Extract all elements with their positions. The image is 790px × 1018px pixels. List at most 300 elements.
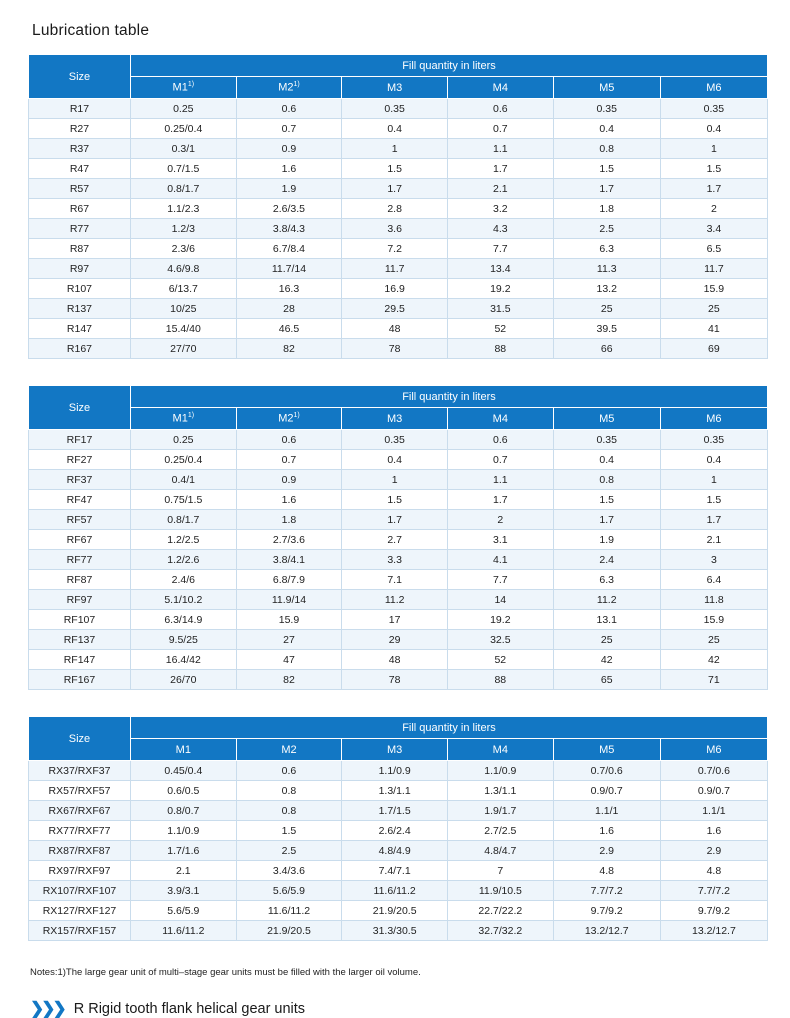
cell-m2: 0.9 xyxy=(236,470,342,490)
cell-m3: 78 xyxy=(342,670,448,690)
cell-m4: 0.6 xyxy=(447,430,553,450)
cell-m3: 4.8/4.9 xyxy=(342,841,448,861)
cell-m3: 0.4 xyxy=(342,119,448,139)
cell-m5: 0.4 xyxy=(553,450,660,470)
cell-m2: 0.7 xyxy=(236,119,342,139)
cell-m2: 15.9 xyxy=(236,610,342,630)
cell-m6: 1 xyxy=(660,470,767,490)
cell-m4: 1.3/1.1 xyxy=(447,781,553,801)
cell-size: R167 xyxy=(29,339,131,359)
cell-m4: 4.1 xyxy=(447,550,553,570)
cell-m6: 3.4 xyxy=(660,219,767,239)
cell-m1: 5.1/10.2 xyxy=(130,590,236,610)
table-row xyxy=(29,119,768,139)
cell-m2: 82 xyxy=(236,339,342,359)
cell-m4: 1.9/1.7 xyxy=(447,801,553,821)
cell-m5: 1.5 xyxy=(553,159,660,179)
page-title: Lubrication table xyxy=(32,22,150,39)
cell-m4: 0.7 xyxy=(447,119,553,139)
table-row xyxy=(29,650,768,670)
cell-m2: 0.8 xyxy=(236,781,342,801)
cell-size: R107 xyxy=(29,279,131,299)
cell-m1: 6.3/14.9 xyxy=(130,610,236,630)
cell-size: RX57/RXF57 xyxy=(29,781,131,801)
cell-size: RX37/RXF37 xyxy=(29,761,131,781)
cell-m2: 11.9/14 xyxy=(236,590,342,610)
cell-m1: 5.6/5.9 xyxy=(130,901,236,921)
cell-m6: 25 xyxy=(660,299,767,319)
table-row xyxy=(29,450,768,470)
cell-size: R147 xyxy=(29,319,131,339)
cell-m6: 15.9 xyxy=(660,610,767,630)
cell-m3: 2.8 xyxy=(342,199,448,219)
column-header-m1: M1$^{1)}$ xyxy=(130,408,236,430)
cell-m5: 0.8 xyxy=(553,470,660,490)
cell-m5: 6.3 xyxy=(553,239,660,259)
cell-m2: 28 xyxy=(236,299,342,319)
cell-m3: 1.7 xyxy=(342,510,448,530)
cell-m1: 0.45/0.4 xyxy=(130,761,236,781)
cell-m5: 1.5 xyxy=(553,490,660,510)
cell-size: R57 xyxy=(29,179,131,199)
cell-m1: 2.1 xyxy=(130,861,236,881)
cell-m2: 46.5 xyxy=(236,319,342,339)
cell-m4: 11.9/10.5 xyxy=(447,881,553,901)
cell-m5: 0.35 xyxy=(553,99,660,119)
cell-m2: 11.6/11.2 xyxy=(236,901,342,921)
column-header-m5: M5 xyxy=(553,77,660,99)
table-row xyxy=(29,821,768,841)
cell-m4: 52 xyxy=(447,650,553,670)
cell-m5: 7.7/7.2 xyxy=(553,881,660,901)
column-header-size: Size xyxy=(29,386,131,430)
cell-m4: 22.7/22.2 xyxy=(447,901,553,921)
cell-m6: 1.6 xyxy=(660,821,767,841)
cell-size: RF37 xyxy=(29,470,131,490)
cell-m5: 1.7 xyxy=(553,510,660,530)
cell-m3: 1.1/0.9 xyxy=(342,761,448,781)
cell-m1: 1.2/2.5 xyxy=(130,530,236,550)
cell-m2: 0.6 xyxy=(236,99,342,119)
cell-m5: 9.7/9.2 xyxy=(553,901,660,921)
cell-m1: 0.6/0.5 xyxy=(130,781,236,801)
cell-m4: 2.1 xyxy=(447,179,553,199)
table-row xyxy=(29,781,768,801)
column-header-m6: M6 xyxy=(660,408,767,430)
cell-m3: 1.5 xyxy=(342,490,448,510)
cell-m1: 0.25/0.4 xyxy=(130,450,236,470)
table-row xyxy=(29,841,768,861)
cell-m2: 6.7/8.4 xyxy=(236,239,342,259)
cell-m6: 69 xyxy=(660,339,767,359)
cell-size: RF57 xyxy=(29,510,131,530)
table-row xyxy=(29,430,768,450)
cell-size: R137 xyxy=(29,299,131,319)
cell-m6: 0.35 xyxy=(660,430,767,450)
cell-m2: 1.5 xyxy=(236,821,342,841)
cell-m6: 0.4 xyxy=(660,119,767,139)
cell-m3: 16.9 xyxy=(342,279,448,299)
cell-m5: 13.1 xyxy=(553,610,660,630)
cell-m1: 27/70 xyxy=(130,339,236,359)
cell-m3: 0.35 xyxy=(342,99,448,119)
cell-m2: 2.6/3.5 xyxy=(236,199,342,219)
footnote-marker: 1) xyxy=(187,81,195,89)
cell-m5: 6.3 xyxy=(553,570,660,590)
cell-size: RX87/RXF87 xyxy=(29,841,131,861)
cell-size: RF47 xyxy=(29,490,131,510)
cell-m2: 21.9/20.5 xyxy=(236,921,342,941)
cell-size: R97 xyxy=(29,259,131,279)
cell-m1: 0.25 xyxy=(130,430,236,450)
cell-m2: 1.6 xyxy=(236,490,342,510)
cell-m4: 32.7/32.2 xyxy=(447,921,553,941)
table-row xyxy=(29,490,768,510)
cell-m1: 1.2/3 xyxy=(130,219,236,239)
column-group-header-fill-quantity: Fill quantity in liters xyxy=(130,386,767,408)
cell-m4: 13.4 xyxy=(447,259,553,279)
cell-m2: 27 xyxy=(236,630,342,650)
column-group-header-fill-quantity: Fill quantity in liters xyxy=(130,55,767,77)
cell-m1: 2.4/6 xyxy=(130,570,236,590)
table-row xyxy=(29,901,768,921)
cell-m5: 25 xyxy=(553,299,660,319)
table-row xyxy=(29,630,768,650)
cell-m2: 2.5 xyxy=(236,841,342,861)
cell-m3: 29.5 xyxy=(342,299,448,319)
cell-m4: 1.1/0.9 xyxy=(447,761,553,781)
cell-m3: 2.6/2.4 xyxy=(342,821,448,841)
cell-size: RX67/RXF67 xyxy=(29,801,131,821)
cell-m3: 48 xyxy=(342,319,448,339)
cell-m6: 11.7 xyxy=(660,259,767,279)
column-header-m5: M5 xyxy=(553,408,660,430)
table-section-r xyxy=(28,54,768,359)
column-header-size: Size xyxy=(29,55,131,99)
cell-m6: 7.7/7.2 xyxy=(660,881,767,901)
cell-size: R17 xyxy=(29,99,131,119)
cell-size: RX157/RXF157 xyxy=(29,921,131,941)
table-row xyxy=(29,761,768,781)
cell-m1: 0.25/0.4 xyxy=(130,119,236,139)
cell-size: R27 xyxy=(29,119,131,139)
table-section-rx xyxy=(28,716,768,941)
footnote-marker: 1) xyxy=(187,412,195,420)
lubrication-table-rx xyxy=(28,716,768,941)
cell-m6: 4.8 xyxy=(660,861,767,881)
column-header-m6: M6 xyxy=(660,739,767,761)
cell-m2: 0.7 xyxy=(236,450,342,470)
cell-m2: 3.8/4.1 xyxy=(236,550,342,570)
cell-m3: 1.5 xyxy=(342,159,448,179)
cell-m3: 78 xyxy=(342,339,448,359)
cell-m5: 0.4 xyxy=(553,119,660,139)
cell-m4: 7 xyxy=(447,861,553,881)
cell-m4: 1.1 xyxy=(447,139,553,159)
cell-m4: 1.7 xyxy=(447,490,553,510)
cell-m1: 0.8/1.7 xyxy=(130,510,236,530)
cell-m4: 1.1 xyxy=(447,470,553,490)
cell-m6: 3 xyxy=(660,550,767,570)
lubrication-table-r xyxy=(28,54,768,359)
table-row xyxy=(29,921,768,941)
cell-m2: 1.6 xyxy=(236,159,342,179)
cell-m2: 5.6/5.9 xyxy=(236,881,342,901)
cell-m5: 25 xyxy=(553,630,660,650)
table-row xyxy=(29,319,768,339)
column-header-m2: M2 xyxy=(236,739,342,761)
lubrication-table-rf xyxy=(28,385,768,690)
cell-size: RX127/RXF127 xyxy=(29,901,131,921)
cell-m1: 11.6/11.2 xyxy=(130,921,236,941)
cell-m2: 3.8/4.3 xyxy=(236,219,342,239)
cell-m5: 66 xyxy=(553,339,660,359)
cell-m3: 3.3 xyxy=(342,550,448,570)
cell-m6: 2.9 xyxy=(660,841,767,861)
column-header-m3: M3 xyxy=(342,77,448,99)
cell-size: RF67 xyxy=(29,530,131,550)
cell-m3: 1.7/1.5 xyxy=(342,801,448,821)
cell-size: RF27 xyxy=(29,450,131,470)
table-row xyxy=(29,159,768,179)
cell-size: RX77/RXF77 xyxy=(29,821,131,841)
cell-m3: 0.4 xyxy=(342,450,448,470)
cell-m5: 1.6 xyxy=(553,821,660,841)
cell-m4: 2.7/2.5 xyxy=(447,821,553,841)
cell-m6: 13.2/12.7 xyxy=(660,921,767,941)
cell-m2: 47 xyxy=(236,650,342,670)
cell-m1: 1.1/0.9 xyxy=(130,821,236,841)
cell-m1: 1.7/1.6 xyxy=(130,841,236,861)
cell-m5: 2.9 xyxy=(553,841,660,861)
cell-m1: 9.5/25 xyxy=(130,630,236,650)
cell-m5: 0.9/0.7 xyxy=(553,781,660,801)
cell-m6: 0.9/0.7 xyxy=(660,781,767,801)
cell-m2: 6.8/7.9 xyxy=(236,570,342,590)
cell-m1: 16.4/42 xyxy=(130,650,236,670)
cell-m4: 32.5 xyxy=(447,630,553,650)
cell-m2: 0.9 xyxy=(236,139,342,159)
cell-m1: 3.9/3.1 xyxy=(130,881,236,901)
table-row xyxy=(29,239,768,259)
cell-m1: 26/70 xyxy=(130,670,236,690)
cell-m6: 0.7/0.6 xyxy=(660,761,767,781)
footer-bar xyxy=(30,1000,768,1017)
cell-m6: 1.1/1 xyxy=(660,801,767,821)
cell-m5: 1.1/1 xyxy=(553,801,660,821)
cell-m6: 15.9 xyxy=(660,279,767,299)
table-row xyxy=(29,861,768,881)
cell-m3: 17 xyxy=(342,610,448,630)
table-row xyxy=(29,590,768,610)
cell-m3: 7.1 xyxy=(342,570,448,590)
cell-size: R47 xyxy=(29,159,131,179)
cell-m4: 7.7 xyxy=(447,239,553,259)
cell-m6: 41 xyxy=(660,319,767,339)
table-row xyxy=(29,219,768,239)
column-header-m2: M2$^{1)}$ xyxy=(236,408,342,430)
cell-m4: 0.7 xyxy=(447,450,553,470)
cell-m2: 0.6 xyxy=(236,761,342,781)
cell-size: RF77 xyxy=(29,550,131,570)
cell-m3: 1.3/1.1 xyxy=(342,781,448,801)
cell-m4: 0.6 xyxy=(447,99,553,119)
footnote-marker: 1) xyxy=(293,81,300,89)
table-row xyxy=(29,530,768,550)
cell-m4: 52 xyxy=(447,319,553,339)
table-row xyxy=(29,99,768,119)
column-header-m4: M4 xyxy=(447,408,553,430)
cell-m5: 13.2 xyxy=(553,279,660,299)
cell-m3: 2.7 xyxy=(342,530,448,550)
cell-m1: 4.6/9.8 xyxy=(130,259,236,279)
cell-m6: 6.5 xyxy=(660,239,767,259)
cell-m1: 0.7/1.5 xyxy=(130,159,236,179)
cell-m3: 1 xyxy=(342,470,448,490)
cell-m4: 31.5 xyxy=(447,299,553,319)
table-row xyxy=(29,550,768,570)
cell-m5: 1.7 xyxy=(553,179,660,199)
cell-m3: 1 xyxy=(342,139,448,159)
table-row xyxy=(29,259,768,279)
cell-m6: 6.4 xyxy=(660,570,767,590)
cell-size: RX97/RXF97 xyxy=(29,861,131,881)
footnote-marker: 1) xyxy=(293,412,300,420)
cell-m3: 11.7 xyxy=(342,259,448,279)
cell-m1: 0.8/1.7 xyxy=(130,179,236,199)
cell-m5: 4.8 xyxy=(553,861,660,881)
cell-m3: 7.4/7.1 xyxy=(342,861,448,881)
cell-m5: 42 xyxy=(553,650,660,670)
cell-size: RF147 xyxy=(29,650,131,670)
cell-size: R87 xyxy=(29,239,131,259)
notes-text: Notes:1)The large gear unit of multi–stage gear units must be filled with the larger oil volume. xyxy=(30,967,421,978)
column-header-m3: M3 xyxy=(342,739,448,761)
table-row xyxy=(29,570,768,590)
column-header-m5: M5 xyxy=(553,739,660,761)
table-row xyxy=(29,510,768,530)
cell-m5: 11.3 xyxy=(553,259,660,279)
table-row xyxy=(29,139,768,159)
cell-m2: 1.8 xyxy=(236,510,342,530)
cell-m4: 88 xyxy=(447,339,553,359)
cell-m4: 3.1 xyxy=(447,530,553,550)
cell-m4: 14 xyxy=(447,590,553,610)
column-header-m4: M4 xyxy=(447,739,553,761)
cell-m6: 71 xyxy=(660,670,767,690)
double-chevron-right-icon: ❯❯❯ xyxy=(30,999,64,1018)
table-row xyxy=(29,339,768,359)
cell-m3: 11.6/11.2 xyxy=(342,881,448,901)
cell-m6: 1.5 xyxy=(660,159,767,179)
cell-m1: 0.25 xyxy=(130,99,236,119)
cell-m2: 0.8 xyxy=(236,801,342,821)
cell-m2: 16.3 xyxy=(236,279,342,299)
table-row xyxy=(29,179,768,199)
cell-m6: 42 xyxy=(660,650,767,670)
cell-m6: 1.7 xyxy=(660,179,767,199)
cell-m3: 11.2 xyxy=(342,590,448,610)
cell-m1: 0.4/1 xyxy=(130,470,236,490)
cell-m6: 25 xyxy=(660,630,767,650)
cell-m6: 0.4 xyxy=(660,450,767,470)
table-row xyxy=(29,610,768,630)
cell-m6: 1 xyxy=(660,139,767,159)
column-header-m1: M1$^{1)}$ xyxy=(130,77,236,99)
cell-m2: 1.9 xyxy=(236,179,342,199)
table-row xyxy=(29,470,768,490)
cell-m5: 11.2 xyxy=(553,590,660,610)
cell-m5: 13.2/12.7 xyxy=(553,921,660,941)
table-section-rf xyxy=(28,385,768,690)
cell-m1: 0.3/1 xyxy=(130,139,236,159)
cell-size: RF17 xyxy=(29,430,131,450)
table-row xyxy=(29,801,768,821)
cell-m3: 0.35 xyxy=(342,430,448,450)
cell-m5: 2.4 xyxy=(553,550,660,570)
cell-m4: 3.2 xyxy=(447,199,553,219)
cell-m3: 31.3/30.5 xyxy=(342,921,448,941)
cell-m5: 39.5 xyxy=(553,319,660,339)
cell-m4: 1.7 xyxy=(447,159,553,179)
cell-m6: 1.7 xyxy=(660,510,767,530)
cell-m1: 1.1/2.3 xyxy=(130,199,236,219)
cell-m6: 0.35 xyxy=(660,99,767,119)
cell-m5: 65 xyxy=(553,670,660,690)
cell-size: RF87 xyxy=(29,570,131,590)
column-header-m2: M2$^{1)}$ xyxy=(236,77,342,99)
column-header-m4: M4 xyxy=(447,77,553,99)
cell-m4: 88 xyxy=(447,670,553,690)
cell-size: RX107/RXF107 xyxy=(29,881,131,901)
cell-size: RF167 xyxy=(29,670,131,690)
cell-size: R77 xyxy=(29,219,131,239)
cell-m6: 1.5 xyxy=(660,490,767,510)
cell-m4: 2 xyxy=(447,510,553,530)
table-row xyxy=(29,670,768,690)
cell-m5: 1.9 xyxy=(553,530,660,550)
cell-m5: 1.8 xyxy=(553,199,660,219)
cell-m2: 82 xyxy=(236,670,342,690)
cell-m3: 7.2 xyxy=(342,239,448,259)
column-header-size: Size xyxy=(29,717,131,761)
cell-m2: 0.6 xyxy=(236,430,342,450)
cell-m2: 11.7/14 xyxy=(236,259,342,279)
cell-m5: 0.7/0.6 xyxy=(553,761,660,781)
cell-m1: 15.4/40 xyxy=(130,319,236,339)
cell-size: R37 xyxy=(29,139,131,159)
cell-m2: 2.7/3.6 xyxy=(236,530,342,550)
cell-m3: 3.6 xyxy=(342,219,448,239)
cell-m4: 19.2 xyxy=(447,279,553,299)
cell-m3: 21.9/20.5 xyxy=(342,901,448,921)
cell-m1: 0.8/0.7 xyxy=(130,801,236,821)
cell-m5: 2.5 xyxy=(553,219,660,239)
cell-m6: 11.8 xyxy=(660,590,767,610)
column-group-header-fill-quantity: Fill quantity in liters xyxy=(130,717,767,739)
cell-size: RF107 xyxy=(29,610,131,630)
cell-m1: 6/13.7 xyxy=(130,279,236,299)
footer-label: R Rigid tooth flank helical gear units xyxy=(73,1000,306,1017)
cell-m1: 10/25 xyxy=(130,299,236,319)
cell-m5: 0.8 xyxy=(553,139,660,159)
cell-size: R67 xyxy=(29,199,131,219)
cell-m3: 48 xyxy=(342,650,448,670)
table-row xyxy=(29,881,768,901)
cell-size: RF137 xyxy=(29,630,131,650)
column-header-m3: M3 xyxy=(342,408,448,430)
cell-m3: 29 xyxy=(342,630,448,650)
